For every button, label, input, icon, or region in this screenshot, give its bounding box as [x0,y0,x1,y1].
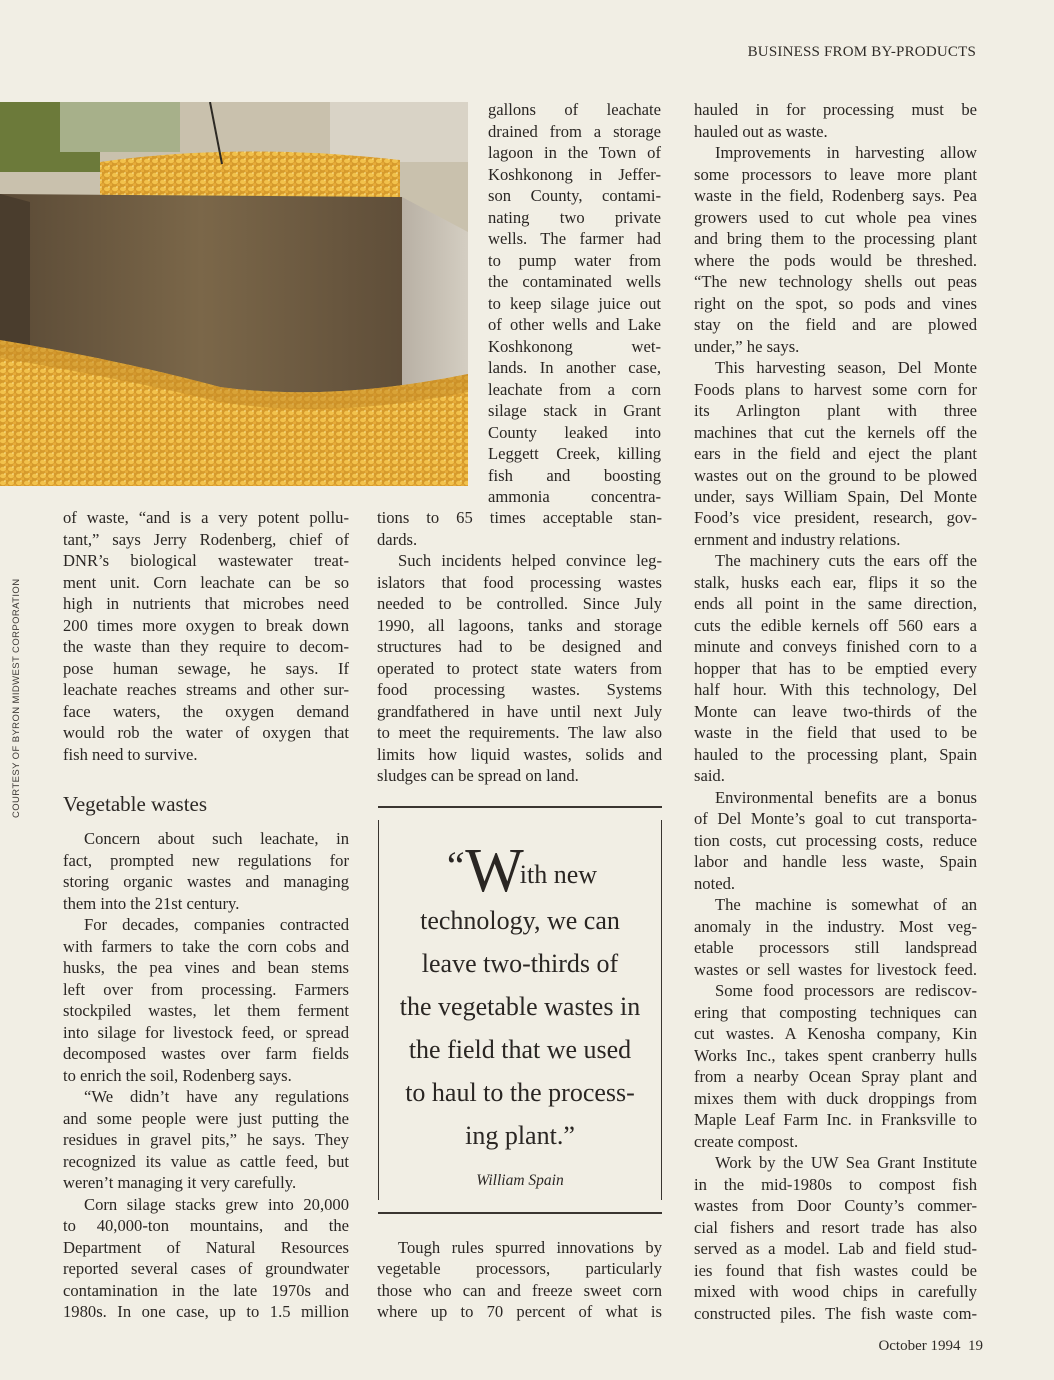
text-line: labor and handle less waste, Spain [694,852,977,871]
text-line: cut wastes. A Kenosha company, Kin [694,1024,977,1043]
issue-date: October 1994 [878,1338,961,1354]
text-line: lands. In another case, [488,358,661,377]
text-line: fish need to survive. [63,744,198,764]
text-line: Environmental benefits are a bonus [715,787,977,807]
text-line: For decades, companies contracted [84,915,349,934]
text-line: served as a model. Lab and field stud- [694,1239,977,1258]
text-line: decomposed wastes over farm fields [63,1044,349,1063]
text-line: to pump water from [488,250,661,270]
text-line: The machinery cuts the ears off the [715,551,977,570]
text-line: ernment and industry relations. [694,529,901,549]
text-line: under, says William Spain, Del Monte [694,487,977,506]
text-line: Koshkonong wet- [488,336,661,356]
text-line: some processors to leave more plant [694,164,977,184]
text-line: tions to 65 times acceptable stan- [377,508,662,527]
text-line: noted. [694,873,736,893]
pull-quote-box [378,806,662,1214]
text-line: the waste than they require to decom- [63,637,349,656]
page-number: 19 [968,1338,983,1354]
page-footer [878,1338,983,1355]
text-line: ears in the field and eject the plant [694,444,977,463]
pull-quote-line: ing plant.” [465,1121,575,1150]
text-line: those who can and freeze sweet corn [377,1280,662,1300]
text-line: said. [694,766,725,785]
text-line: in the mid-1980s to compost fish [694,1174,977,1194]
text-line: into silage for livestock feed, or spread [63,1022,349,1042]
text-line: cuts the edible kernels off 560 ears a [694,615,977,635]
pull-quote-text: ith new [519,860,598,889]
text-line: minute and conveys finished corn to a [694,637,977,656]
text-line: The machine is somewhat of an [715,895,977,914]
text-line: operated to protect state waters from [377,658,662,678]
text-line: Corn silage stacks grew into 20,000 [84,1194,349,1214]
text-line: right on the spot, so pods and vines [694,293,977,313]
pull-quote-line: the vegetable wastes in [399,992,641,1021]
text-line: to enrich the soil, Rodenberg says. [63,1065,292,1085]
text-line: create compost. [694,1131,799,1151]
text-line: where up to 70 percent of what is [377,1302,662,1321]
text-line: tant,” says Jerry Rodenberg, chief of [63,529,349,549]
text-line: etable processors still landspread [694,938,977,957]
text-line: wastes or sell wastes for livestock feed. [694,959,977,979]
text-line: recognized its value as cattle feed, but [63,1151,349,1171]
text-line: hopper that has to be emptied every [694,658,977,678]
text-line: This harvesting season, Del Monte [715,358,977,377]
text-line: constructed piles. The fish waste com- [694,1303,977,1323]
text-line: and bring them to the processing plant [694,229,977,248]
text-line: vegetable processors, particularly [377,1259,662,1278]
text-line: “The new technology shells out peas [694,272,977,291]
text-line: silage stack in Grant [488,401,661,420]
text-line: leachate from a corn [488,379,661,399]
text-line: waste in the field, Rodenberg says. Pea [694,186,977,205]
text-line: Work by the UW Sea Grant Institute [715,1153,977,1172]
text-line: Leggett Creek, killing [488,444,661,463]
subhead-vegetable-wastes: Vegetable wastes [63,792,208,816]
text-line: son County, contami- [488,186,661,205]
open-quote-mark: “ [442,843,466,888]
text-line: Koshkonong in Jeffer- [488,164,661,184]
text-line: 1990, all lagoons, tanks and storage [377,615,662,635]
text-line: half hour. With this technology, Del [694,680,977,699]
text-line: fish and boosting [488,465,661,485]
text-line: wastes out on the ground to be plowed [694,465,977,485]
text-line: reported several cases of groundwater [63,1259,349,1278]
text-line: mixed with wood chips in carefully [694,1282,977,1301]
corn-photo-illustration [0,102,468,486]
text-line: 200 times more oxygen to break down [63,615,349,635]
text-line: of Del Monte’s goal to cut transporta- [694,809,977,828]
pull-quote-line: to haul to the process- [405,1078,635,1107]
text-line: to meet the requirements. The law also [377,723,662,742]
section-header: BUSINESS FROM BY-PRODUCTS [747,44,976,60]
text-line: under,” he says. [694,336,800,356]
text-line: cial fishers and resort trade has also [694,1217,977,1237]
text-line: ammonia concentra- [488,487,661,506]
text-line: limits how liquid wastes, solids and [377,744,662,764]
text-line: from a nearby Ocean Spray plant and [694,1067,977,1086]
text-line: to keep silage juice out [488,293,661,313]
text-line: the contaminated wells [488,272,661,291]
text-line: leachate reaches streams and other sur- [63,680,349,699]
text-line: Maple Leaf Farm Inc. in Franksville to [694,1110,977,1129]
text-line: 1980s. In one case, up to 1.5 million [63,1302,349,1321]
text-line: hauled out as waste. [694,121,828,141]
text-line: them into the 21st century. [63,893,240,913]
text-line: Food’s vice president, research, gov- [694,508,977,527]
text-line: face waters, the oxygen demand [63,701,349,721]
text-line: islators that food processing wastes [377,572,662,592]
text-line: DNR’s biological wastewater treat- [63,551,349,570]
text-line: its Arlington plant with three [694,401,977,420]
text-line: to 40,000-ton mountains, and the [63,1216,349,1235]
text-line: County leaked into [488,422,661,442]
text-line: growers used to cut whole pea vines [694,207,977,227]
text-line: fact, prompted new regulations for [63,850,349,870]
pull-quote-line: leave two-thirds of [421,949,619,978]
text-line: Some food processors are rediscov- [715,981,977,1000]
text-line: ment unit. Corn leachate can be so [63,572,349,592]
text-line: with farmers to take the corn cobs and [63,936,349,956]
text-line: storing organic wastes and managing [63,872,349,891]
text-line: where the pods would be threshed. [694,250,977,270]
pull-quote-line: technology, we can [420,906,620,935]
text-line: mixes them with duck droppings from [694,1088,977,1108]
text-line: grandfathered in have until next July [377,701,662,721]
text-line: Concern about such leachate, in [84,829,349,848]
text-line: hauled in for processing must be [694,100,977,119]
text-line: structures had to be designed and [377,637,662,656]
text-line: would rob the water of oxygen that [63,723,349,742]
text-line: Improvements in harvesting allow [715,143,977,162]
text-line: husks, the pea vines and bean stems [63,958,349,977]
text-line: lagoon in the Town of [488,143,661,162]
text-line: anomaly in the industry. Most veg- [694,916,977,936]
pull-quote-line: the field that we used [408,1035,632,1064]
text-line: Monte can leave two-thirds of the [694,701,977,721]
text-line: left over from processing. Farmers [63,979,349,999]
text-line: dards. [377,529,418,549]
text-line: nating two private [488,207,661,227]
text-line: Works Inc., takes spent cranberry hulls [694,1045,977,1065]
text-line: wells. The farmer had [488,229,661,248]
text-line: hauled to the processing plant, Spain [694,744,977,764]
text-line: contamination in the late 1970s and [63,1280,349,1300]
text-line: sludges can be spread on land. [377,766,579,785]
drop-cap: W [465,837,524,905]
text-line: residues in gravel pits,” he says. They [63,1130,349,1149]
text-line: stockpiled wastes, let them ferment [63,1001,349,1020]
text-line: machines that cut the kernels off the [694,422,977,442]
text-line: ies found that fish wastes could be [694,1260,977,1280]
text-line: stay on the field and are plowed [694,315,977,334]
text-line: gallons of leachate [488,100,661,119]
pull-quote-attribution: William Spain [476,1172,564,1189]
text-line: of waste, “and is a very potent pollu- [63,508,349,527]
text-line: ering that composting techniques can [694,1002,977,1022]
text-line: waste in the field that used to be [694,723,977,742]
text-line: tion costs, cut processing costs, reduce [694,830,977,850]
text-line: pose human sewage, he says. If [63,658,349,678]
text-line: weren’t managing it very carefully. [63,1173,297,1192]
photo-credit: COURTESY OF BYRON MIDWEST CORPORATION [11,578,22,818]
pull-quote-first-line [378,837,662,905]
text-line: needed to be controlled. Since July [377,594,662,613]
text-line: Foods plans to harvest some corn for [694,379,977,399]
text-line: stalk, husks each ear, flips it so the [694,572,977,592]
text-line: Department of Natural Resources [63,1237,349,1257]
text-line: wastes from Door County’s commer- [694,1196,977,1215]
corn-kernels-photo [0,102,468,486]
text-line: food processing wastes. Systems [377,680,662,699]
text-line: ends all point in the same direction, [694,594,977,613]
text-line: Tough rules spurred innovations by [398,1237,662,1257]
text-line: drained from a storage [488,121,661,141]
text-line: Such incidents helped convince leg- [398,551,662,570]
text-line: of other wells and Lake [488,315,661,334]
text-line: high in nutrients that microbes need [63,594,349,613]
text-line: and some people were just putting the [63,1108,349,1128]
text-line: “We didn’t have any regulations [84,1087,349,1106]
